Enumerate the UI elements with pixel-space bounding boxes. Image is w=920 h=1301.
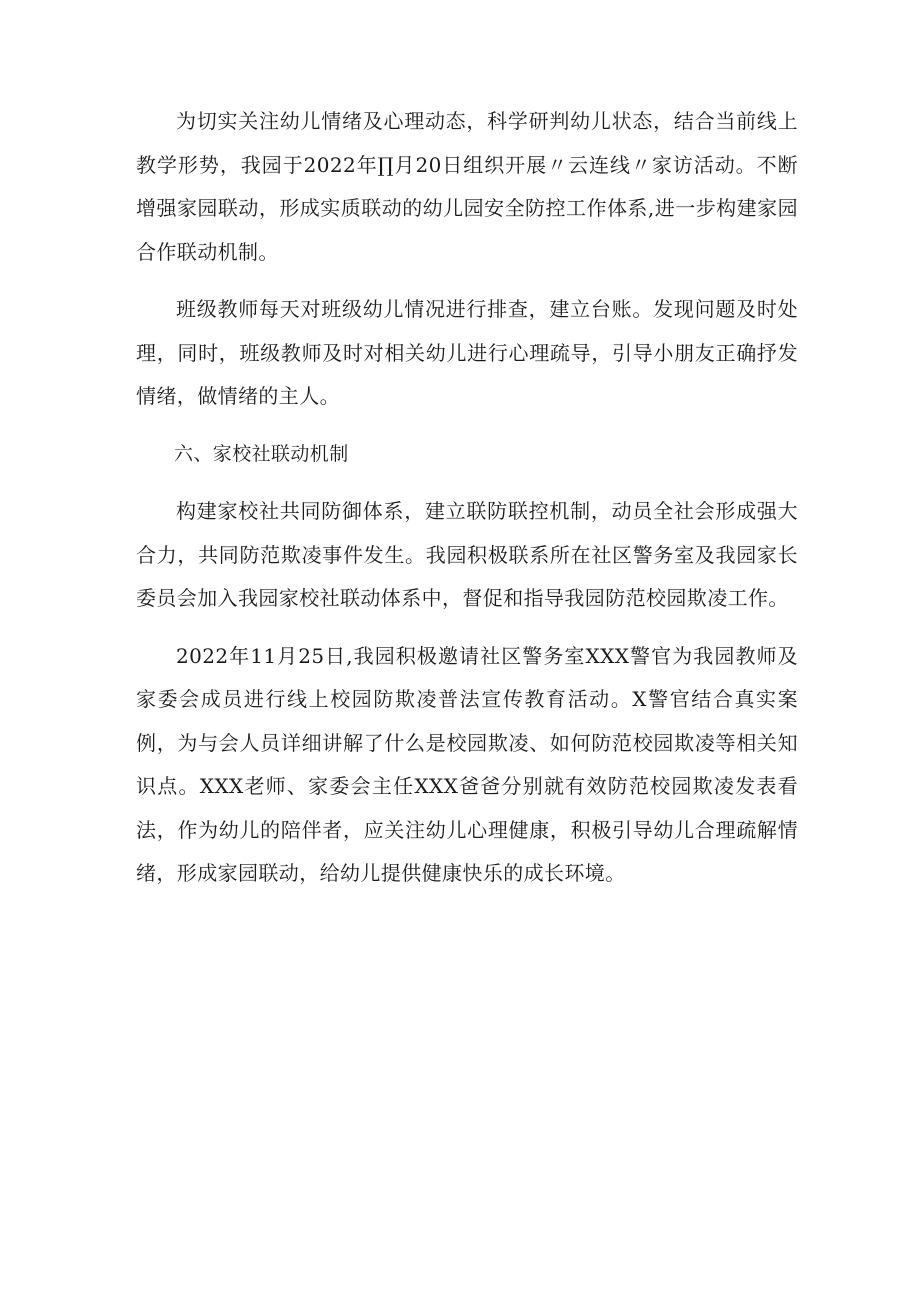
document-body — [136, 100, 798, 910]
section-heading: 六、家校社联动机制 — [174, 442, 349, 465]
paragraph-joint-system: 构建家校社共同防御体系，建立联防联控机制，动员全社会形成强大合力，共同防范欺凌事件发生。我园积极联系所在社区警务室及我园家长委员会加入我园家校社联动体系中，督促和指导我园防范校园欺凌工作。 — [136, 499, 798, 610]
paragraph-police-event: 2022年11月25日,我园积极邀请社区警务室XXX警官为我园教师及家委会成员进行线上校园防欺凌普法宣传教育活动。X警官结合真实案例，为与会人员详细讲解了什么是校园欺凌、如何防范校园欺凌等相关知识点。XXX老师、家委会主任XXX爸爸分别就有效防范校园欺凌发表看法，作为幼儿的陪伴者，应关注幼儿心理健康，积极引导幼儿合理疏解情绪，形成家园联动，给幼儿提供健康快乐的成长环境。 — [136, 643, 798, 885]
paragraph-home-visit: 为切实关注幼儿情绪及心理动态，科学研判幼儿状态，结合当前线上教学形势，我园于2022年∏月20日组织开展〃云连线〃家访活动。不断增强家园联动，形成实质联动的幼儿园安全防控工作体系,进一步构建家园合作联动机制。 — [136, 109, 798, 264]
paragraph-class-teachers: 班级教师每天对班级幼儿情况进行排查，建立台账。发现问题及时处理，同时，班级教师及时对相关幼儿进行心理疏导，引导小朋友正确抒发情绪，做情绪的主人。 — [136, 297, 798, 408]
